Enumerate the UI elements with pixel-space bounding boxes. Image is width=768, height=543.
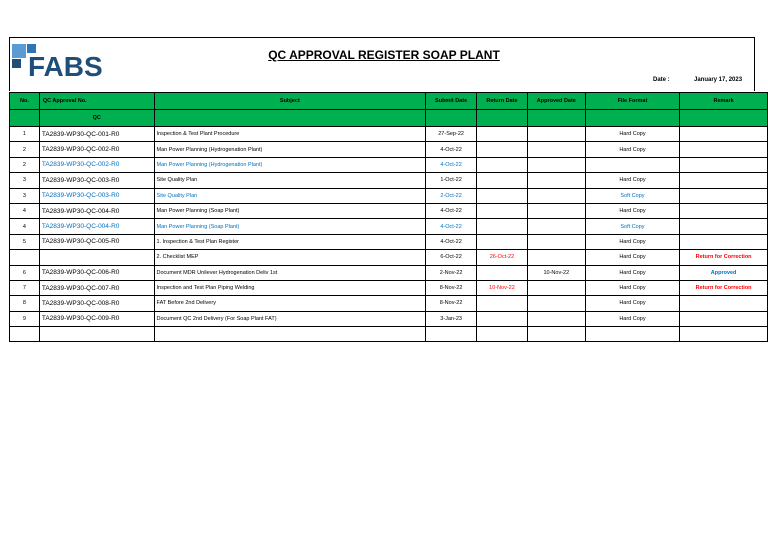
col-header-return-date: Return Date (477, 93, 528, 110)
row-qc-no: TA2839-WP30-QC-003-R0 (39, 188, 154, 203)
row-file-format: Hard Copy (585, 173, 679, 188)
row-subject: Site Quality Plan (154, 173, 426, 188)
row-submit-date: 6-Oct-22 (426, 250, 477, 265)
row-no: 3 (10, 188, 40, 203)
row-no: 5 (10, 234, 40, 249)
col-header-subject: Subject (154, 93, 426, 110)
table-row (10, 203, 768, 218)
row-return-date (477, 157, 528, 172)
row-return-date (477, 127, 528, 142)
row-file-format: Soft Copy (585, 188, 679, 203)
group-row-qc (10, 110, 768, 127)
row-qc-no: TA2839-WP30-QC-006-R0 (39, 265, 154, 280)
table-row (10, 280, 768, 295)
row-approved-date: 10-Nov-22 (527, 265, 585, 280)
row-remark: Return for Correction (680, 250, 768, 265)
row-no: 9 (10, 311, 40, 326)
col-header-no: No. (10, 93, 40, 110)
row-return-date: 26-Oct-22 (477, 250, 528, 265)
table-row (10, 327, 768, 342)
row-submit-date: 4-Oct-22 (426, 234, 477, 249)
row-file-format: Hard Copy (585, 127, 679, 142)
page-title: QC APPROVAL REGISTER SOAP PLANT (268, 48, 500, 62)
row-return-date (477, 219, 528, 234)
col-header-file-format: File Format (585, 93, 679, 110)
row-file-format (585, 157, 679, 172)
row-remark (680, 311, 768, 326)
row-remark (680, 327, 768, 342)
row-approved-date (527, 127, 585, 142)
group-label: QC (39, 110, 154, 127)
table-row (10, 311, 768, 326)
row-remark (680, 203, 768, 218)
row-no: 4 (10, 219, 40, 234)
row-return-date (477, 173, 528, 188)
row-submit-date: 27-Sep-22 (426, 127, 477, 142)
row-subject (154, 327, 426, 342)
row-submit-date (426, 327, 477, 342)
row-approved-date (527, 219, 585, 234)
row-file-format (585, 327, 679, 342)
row-file-format: Hard Copy (585, 265, 679, 280)
row-subject: FAT Before 2nd Delivery (154, 296, 426, 311)
row-file-format: Hard Copy (585, 234, 679, 249)
row-approved-date (527, 311, 585, 326)
row-submit-date: 4-Oct-22 (426, 157, 477, 172)
table-row (10, 173, 768, 188)
row-remark: Approved (680, 265, 768, 280)
row-qc-no (39, 327, 154, 342)
col-header-remark: Remark (680, 93, 768, 110)
row-subject: Man Power Planning (Hydrogenation Plant) (154, 157, 426, 172)
row-return-date: 10-Nov-22 (477, 280, 528, 295)
row-subject: Man Power Planning (Hydrogenation Plant) (154, 142, 426, 157)
row-return-date (477, 203, 528, 218)
row-subject: 1. Inspection & Test Plan Register (154, 234, 426, 249)
table-row (10, 296, 768, 311)
row-file-format: Hard Copy (585, 280, 679, 295)
row-return-date (477, 311, 528, 326)
row-file-format: Hard Copy (585, 142, 679, 157)
table-row (10, 157, 768, 172)
row-remark (680, 219, 768, 234)
row-submit-date: 4-Oct-22 (426, 142, 477, 157)
row-return-date (477, 327, 528, 342)
row-subject: Inspection and Test Plan Piping Welding (154, 280, 426, 295)
row-submit-date: 1-Oct-22 (426, 173, 477, 188)
row-qc-no: TA2839-WP30-QC-002-R0 (39, 142, 154, 157)
row-remark: Return for Correction (680, 280, 768, 295)
row-submit-date: 4-Oct-22 (426, 203, 477, 218)
row-submit-date: 4-Oct-22 (426, 219, 477, 234)
row-return-date (477, 188, 528, 203)
row-no (10, 327, 40, 342)
row-subject: Man Power Planning (Soap Plant) (154, 203, 426, 218)
row-subject: 2. Checklist MEP (154, 250, 426, 265)
row-no (10, 250, 40, 265)
row-approved-date (527, 157, 585, 172)
row-approved-date (527, 203, 585, 218)
row-subject: Document QC 2nd Delivery (For Soap Plant FAT) (154, 311, 426, 326)
row-approved-date (527, 188, 585, 203)
row-qc-no: TA2839-WP30-QC-004-R0 (39, 219, 154, 234)
table-row (10, 234, 768, 249)
row-return-date (477, 265, 528, 280)
row-approved-date (527, 296, 585, 311)
row-approved-date (527, 234, 585, 249)
row-return-date (477, 234, 528, 249)
row-qc-no: TA2839-WP30-QC-008-R0 (39, 296, 154, 311)
row-submit-date: 2-Nov-22 (426, 265, 477, 280)
row-file-format: Hard Copy (585, 296, 679, 311)
row-no: 6 (10, 265, 40, 280)
row-approved-date (527, 327, 585, 342)
row-qc-no: TA2839-WP30-QC-005-R0 (39, 234, 154, 249)
row-no: 3 (10, 173, 40, 188)
row-approved-date (527, 142, 585, 157)
row-qc-no: TA2839-WP30-QC-004-R0 (39, 203, 154, 218)
row-remark (680, 142, 768, 157)
row-no: 7 (10, 280, 40, 295)
table-row (10, 265, 768, 280)
col-header-qc-no: QC Approval No. (39, 93, 154, 110)
row-submit-date: 2-Oct-22 (426, 188, 477, 203)
row-return-date (477, 142, 528, 157)
row-remark (680, 234, 768, 249)
table-row (10, 219, 768, 234)
row-subject: Inspection & Test Plant Procedure (154, 127, 426, 142)
row-qc-no: TA2839-WP30-QC-007-R0 (39, 280, 154, 295)
table-row (10, 142, 768, 157)
row-return-date (477, 296, 528, 311)
row-file-format: Hard Copy (585, 203, 679, 218)
row-remark (680, 127, 768, 142)
qc-register-table (9, 92, 768, 342)
row-subject: Document MDR Unilever Hydrogenation Deliv 1st (154, 265, 426, 280)
row-remark (680, 157, 768, 172)
col-header-approved-date: Approved Date (527, 93, 585, 110)
row-qc-no (39, 250, 154, 265)
row-qc-no: TA2839-WP30-QC-009-R0 (39, 311, 154, 326)
row-file-format: Hard Copy (585, 250, 679, 265)
row-submit-date: 3-Jan-23 (426, 311, 477, 326)
row-submit-date: 8-Nov-22 (426, 296, 477, 311)
row-remark (680, 173, 768, 188)
row-subject: Site Quality Plan (154, 188, 426, 203)
row-submit-date: 8-Nov-22 (426, 280, 477, 295)
row-approved-date (527, 173, 585, 188)
row-qc-no: TA2839-WP30-QC-001-R0 (39, 127, 154, 142)
logo-text: FABS (28, 51, 103, 82)
row-approved-date (527, 250, 585, 265)
col-header-submit-date: Submit Date (426, 93, 477, 110)
row-no: 8 (10, 296, 40, 311)
table-header-row (10, 93, 768, 110)
row-qc-no: TA2839-WP30-QC-002-R0 (39, 157, 154, 172)
table-row (10, 188, 768, 203)
table-row (10, 250, 768, 265)
row-remark (680, 188, 768, 203)
row-no: 4 (10, 203, 40, 218)
row-remark (680, 296, 768, 311)
row-no: 1 (10, 127, 40, 142)
row-file-format: Hard Copy (585, 311, 679, 326)
date-label: Date : (653, 77, 670, 83)
row-file-format: Soft Copy (585, 219, 679, 234)
row-subject: Man Power Planning (Soap Plant) (154, 219, 426, 234)
row-no: 2 (10, 157, 40, 172)
table-row (10, 127, 768, 142)
row-qc-no: TA2839-WP30-QC-003-R0 (39, 173, 154, 188)
date-value: January 17, 2023 (694, 77, 743, 83)
row-approved-date (527, 280, 585, 295)
row-no: 2 (10, 142, 40, 157)
